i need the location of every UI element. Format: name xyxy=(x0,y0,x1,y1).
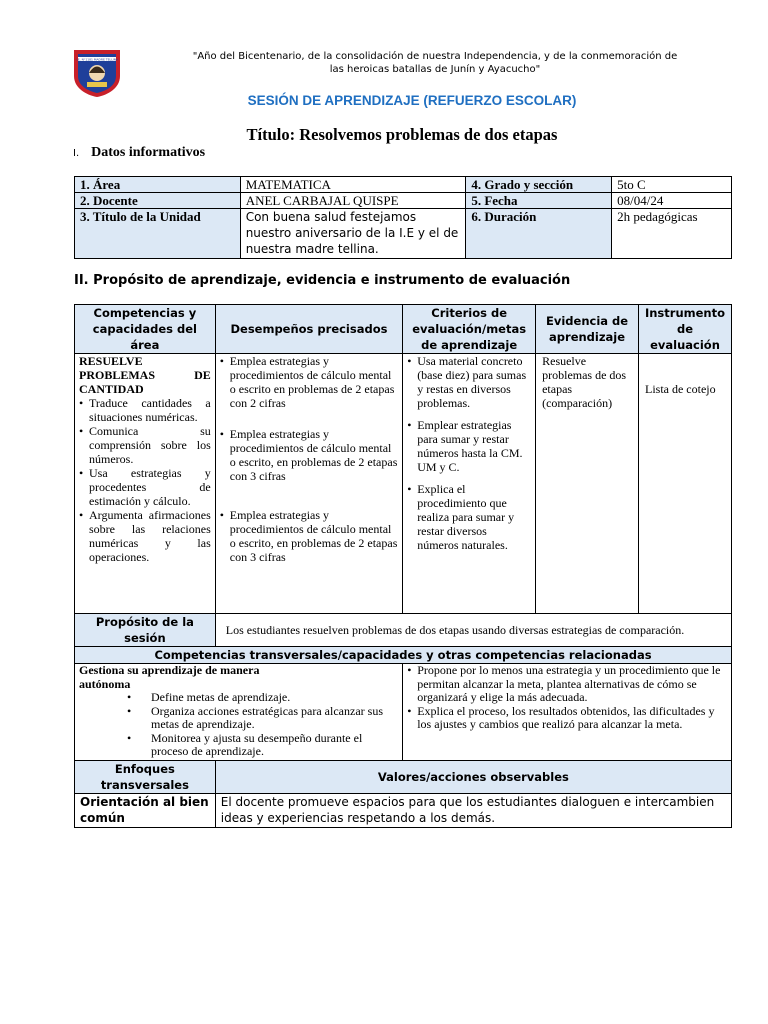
page-title: Título: Resolvemos problemas de dos etapas xyxy=(246,125,558,144)
list-item: • Argumenta afirmaciones sobre las relaciones numéricas y las operaciones. xyxy=(79,508,211,564)
criteria-list xyxy=(407,354,531,552)
session-label: SESIÓN DE APRENDIZAJE (REFUERZO ESCOLAR) xyxy=(247,93,577,108)
list-item: • Explica el procedimiento que realiza para sumar y restar diversos números naturales. xyxy=(407,482,531,552)
list-item: • Emplea estrategias y procedimientos de cálculo mental o escrito, en problemas de 2 etapas con 3 cifras xyxy=(220,427,398,483)
approaches-label: Enfoques transversales xyxy=(75,761,216,794)
list-item: • Usa estrategias y procedentes de estimación y cálculo. xyxy=(79,466,211,508)
grade-value: 5to C xyxy=(612,177,732,193)
transversal-title: Gestiona su aprendizaje de manera autónoma xyxy=(79,663,260,691)
performances-cell xyxy=(215,354,402,614)
info-table xyxy=(74,176,732,259)
transversal-header: Competencias transversales/capacidades y otras competencias relacionadas xyxy=(75,647,732,664)
area-value: MATEMATICA xyxy=(240,177,466,193)
teacher-value: ANEL CARBAJAL QUISPE xyxy=(240,193,466,209)
header-evidence: Evidencia de aprendizaje xyxy=(536,305,639,354)
national-motto: "Año del Bicentenario, de la consolidación de nuestra Independencia, y de la conmemoración de las heroicas batallas de Junín y Ayacucho" xyxy=(192,51,678,75)
list-item: • Explica el proceso, los resultados obtenidos, las dificultades y los ajustes y cambios que realizó para alcanzar la meta. xyxy=(407,705,727,732)
section-1-text: Datos informativos xyxy=(91,145,206,160)
school-logo xyxy=(72,46,122,98)
list-item: • Emplear estrategias para sumar y restar números hasta la CM. UM y C. xyxy=(407,418,531,474)
date-label: 5. Fecha xyxy=(466,193,612,209)
purpose-table xyxy=(74,304,732,828)
instrument-value: Lista de cotejo xyxy=(638,354,731,614)
list-item: • Organiza acciones estratégicas para alcanzar sus metas de aprendizaje. xyxy=(127,705,398,732)
header-competencies: Competencias y capacidades del área xyxy=(75,305,216,354)
evidence-value: Resuelve problemas de dos etapas (comparación) xyxy=(536,354,639,614)
unit-label: 3. Título de la Unidad xyxy=(75,209,241,259)
list-item: • Traduce cantidades a situaciones numéricas. xyxy=(79,396,211,424)
list-item: • Define metas de aprendizaje. xyxy=(127,691,398,705)
grade-label: 4. Grado y sección xyxy=(466,177,612,193)
transversal-left-cell xyxy=(75,664,403,761)
purpose-label: Propósito de la sesión xyxy=(75,614,216,647)
criteria-cell xyxy=(403,354,536,614)
competency-cell xyxy=(75,354,216,614)
teacher-label: 2. Docente xyxy=(75,193,241,209)
approach-text: El docente promueve espacios para que los estudiantes dialoguen e intercambien ideas y experiencias respetando a los demás. xyxy=(215,794,731,828)
approach-name: Orientación al bien común xyxy=(75,794,216,828)
competency-title: RESUELVE PROBLEMAS DE CANTIDAD xyxy=(79,354,211,396)
transversal-right-list xyxy=(407,664,727,732)
list-item: • Usa material concreto (base diez) para sumas y restas en diversos problemas. xyxy=(407,354,531,410)
logo-text: I.E. N°1181 MADRE TELLINA xyxy=(75,57,119,62)
duration-label: 6. Duración xyxy=(466,209,612,259)
header-criteria: Criterios de evaluación/metas de aprendizaje xyxy=(403,305,536,354)
list-item: • Emplea estrategias y procedimientos de cálculo mental o escrito en problemas de 2 etapas con 2 cifras xyxy=(220,354,398,410)
transversal-right-cell xyxy=(403,664,732,761)
date-value: 08/04/24 xyxy=(612,193,732,209)
performances-list xyxy=(220,354,398,564)
section-1-number: I. xyxy=(73,148,80,159)
header-instrument: Instrumento de evaluación xyxy=(638,305,731,354)
duration-value: 2h pedagógicas xyxy=(612,209,732,259)
values-label: Valores/acciones observables xyxy=(215,761,731,794)
section-1-heading xyxy=(73,145,205,161)
list-item: • Comunica su comprensión sobre los números. xyxy=(79,424,211,466)
list-item: • Emplea estrategias y procedimientos de cálculo mental o escrito, en problemas de 2 etapas con 3 cifras xyxy=(220,508,398,564)
list-item: • Propone por lo menos una estrategia y un procedimiento que le permitan alcanzar la meta, plantea alternativas de cómo se organizará y elige la más adecuada. xyxy=(407,664,727,705)
list-item: • Monitorea y ajusta su desempeño durante el proceso de aprendizaje. xyxy=(127,732,398,759)
capacities-list xyxy=(79,396,211,564)
area-label: 1. Área xyxy=(75,177,241,193)
header-performances: Desempeños precisados xyxy=(215,305,402,354)
purpose-text: Los estudiantes resuelven problemas de dos etapas usando diversas estrategias de comparación. xyxy=(215,614,731,647)
section-2-heading: II. Propósito de aprendizaje, evidencia e instrumento de evaluación xyxy=(74,273,571,288)
transversal-list xyxy=(79,691,398,759)
unit-value: Con buena salud festejamos nuestro aniversario de la I.E y el de nuestra madre tellina. xyxy=(240,209,466,259)
